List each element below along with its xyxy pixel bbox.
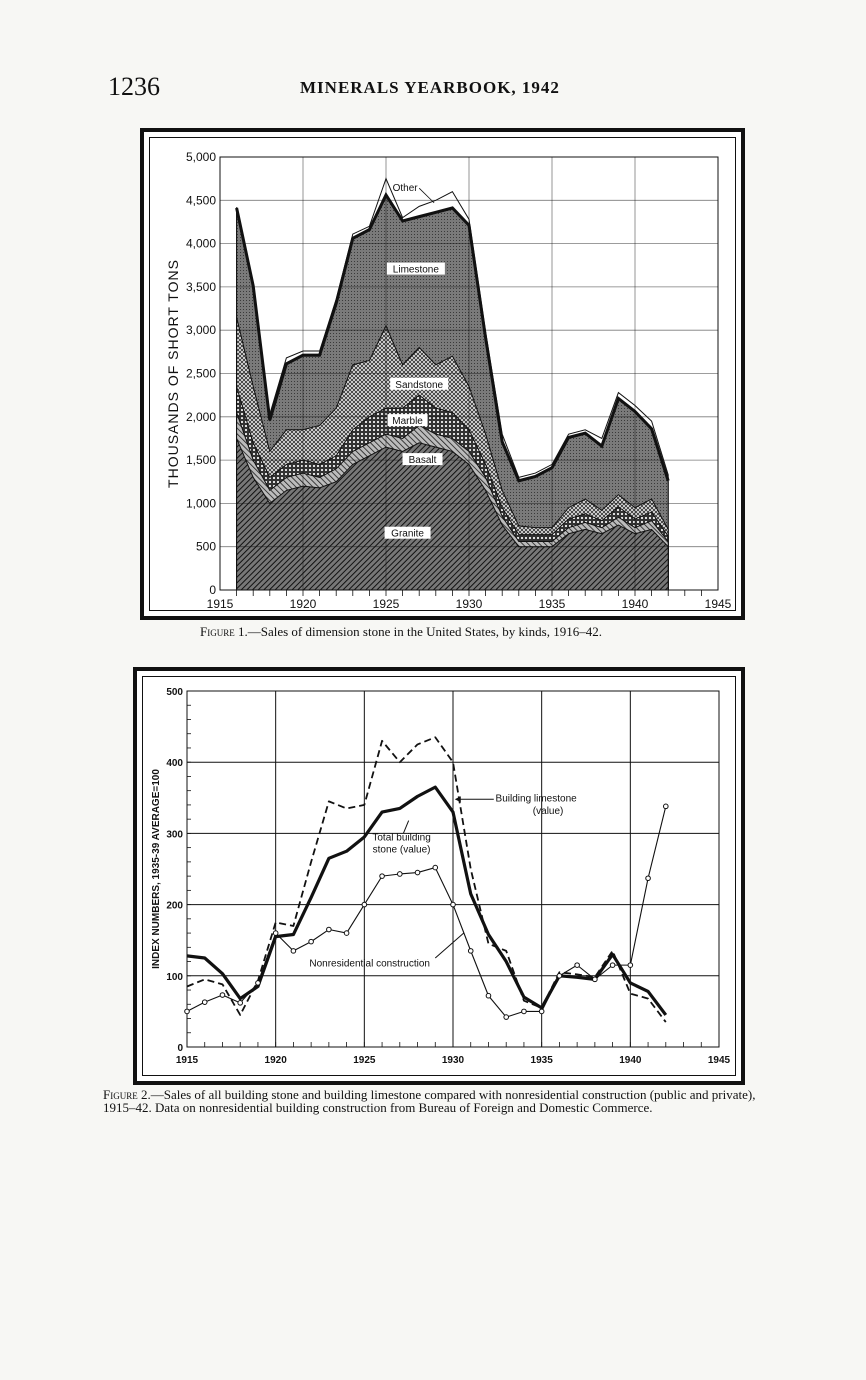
nonresidential-point [575, 963, 580, 968]
nonresidential-point [504, 1015, 509, 1020]
figure2-x-tick-label: 1920 [264, 1055, 287, 1066]
figure1-y-tick-label: 0 [209, 583, 216, 597]
nonresidential-point [610, 963, 615, 968]
page-number: 1236 [108, 72, 160, 101]
nonresidential-point [291, 949, 296, 954]
figure1-y-tick-label: 4,500 [185, 193, 216, 208]
other-label: Other [392, 183, 418, 195]
figure1-y-tick-label: 4,000 [185, 236, 216, 251]
figure1-y-tick-label: 2,500 [185, 366, 216, 381]
figure1-caption-prefix: Figure 1. [200, 624, 248, 639]
figure1-x-tick-label: 1930 [455, 597, 483, 611]
figure1-y-tick-label: 500 [195, 539, 216, 554]
nonresidential-point [256, 981, 261, 986]
nonresidential-point [202, 1000, 207, 1005]
figure1-y-tick-label: 1,500 [185, 453, 216, 468]
nonresidential-point [309, 939, 314, 944]
total-building-stone-label: Total building [372, 832, 431, 844]
figure2-y-tick-label: 0 [177, 1043, 183, 1054]
marble-label: Marble [392, 416, 423, 428]
nonresidential-point [539, 1009, 544, 1014]
figure2-x-tick-label: 1945 [707, 1055, 731, 1066]
nonresidential-point [344, 931, 349, 936]
figure1-x-tick-label: 1935 [538, 597, 566, 611]
figure1-y-tick-label: 2,000 [185, 409, 216, 424]
nonresidential-point [220, 993, 225, 998]
nonresidential-point [593, 977, 598, 982]
figure2-y-tick-label: 300 [166, 829, 183, 841]
figure1-y-tick-label: 5,000 [185, 150, 216, 164]
nonresidential-point [486, 993, 491, 998]
figure2-caption-prefix: Figure 2. [103, 1087, 151, 1102]
figure1-x-tick-label: 1945 [704, 597, 732, 611]
figure2-caption [103, 1088, 778, 1114]
nonresidential-point [557, 974, 562, 979]
figure2-chart [137, 671, 741, 1081]
nonresidential-label: Nonresidential construction [309, 958, 430, 970]
nonresidential-point [522, 1009, 527, 1014]
nonresidential-point [415, 870, 420, 875]
nonresidential-point [327, 927, 332, 932]
nonresidential-point [380, 874, 385, 879]
figure1-chart [144, 132, 741, 616]
figure1-caption-text: —Sales of dimension stone in the United States, by kinds, 1916–42. [247, 624, 602, 639]
figure2-x-tick-label: 1915 [175, 1055, 199, 1066]
figure1-x-tick-label: 1915 [206, 597, 234, 611]
figure1-y-axis-label: THOUSANDS OF SHORT TONS [165, 259, 181, 488]
figure1-x-tick-label: 1940 [621, 597, 649, 611]
nonresidential-point [646, 876, 651, 881]
figure2-y-tick-label: 200 [166, 900, 183, 912]
total-building-stone-label-sub: stone (value) [372, 844, 431, 856]
figure1-caption [200, 624, 602, 640]
figure2-y-tick-label: 100 [166, 971, 183, 983]
building-limestone-label-sub: (value) [532, 806, 564, 818]
figure2-frame [133, 667, 745, 1085]
figure2-x-tick-label: 1925 [353, 1055, 376, 1066]
figure2-x-tick-label: 1930 [441, 1055, 465, 1066]
nonresidential-point [433, 865, 438, 870]
figure1-x-tick-label: 1920 [289, 597, 317, 611]
figure2-x-tick-label: 1935 [530, 1055, 553, 1066]
figure2-x-tick-label: 1940 [619, 1055, 642, 1066]
nonresidential-point [362, 902, 367, 907]
nonresidential-point [398, 872, 403, 877]
nonresidential-point [664, 804, 669, 809]
nonresidential-point [628, 963, 633, 968]
figure1-y-tick-label: 3,500 [185, 279, 216, 294]
figure2-caption-text: —Sales of all building stone and building limestone compared with nonresidential construction (public and private), 1915–42. Data on nonresidential building construction from Bureau of Foreign and Domestic Commerce. [103, 1087, 756, 1115]
nonresidential-point [273, 931, 278, 936]
building-limestone-label: Building limestone [495, 793, 577, 805]
granite-label: Granite [391, 528, 424, 540]
limestone-label: Limestone [392, 264, 439, 276]
figure2-y-axis-label: INDEX NUMBERS, 1935-39 AVERAGE=100 [151, 769, 162, 969]
figure1-y-tick-label: 1,000 [185, 496, 216, 511]
figure1-y-tick-label: 3,000 [185, 323, 216, 338]
figure1-frame [140, 128, 745, 620]
sandstone-label: Sandstone [395, 379, 444, 391]
nonresidential-point [468, 949, 473, 954]
figure2-y-tick-label: 400 [166, 758, 183, 770]
nonresidential-point [185, 1009, 190, 1014]
nonresidential-point [238, 1001, 243, 1006]
running-head: MINERALS YEARBOOK, 1942 [300, 78, 560, 97]
nonresidential-point [451, 902, 456, 907]
figure1-x-tick-label: 1925 [372, 597, 400, 611]
figure2-y-tick-label: 500 [166, 687, 183, 698]
basalt-label: Basalt [408, 455, 437, 467]
